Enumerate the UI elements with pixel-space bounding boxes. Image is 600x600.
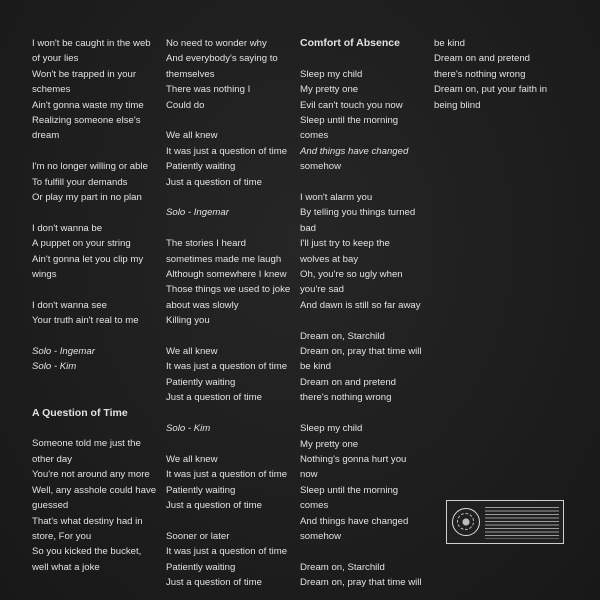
lyric-line: Nothing's gonna hurt you [300, 453, 407, 465]
lyric-line: themselves [166, 68, 215, 80]
lyric-line: Sleep my child [300, 68, 363, 80]
lyric-line: So you kicked the bucket, [32, 546, 142, 558]
song-title: Comfort of Absence [300, 37, 400, 49]
lyric-line: schemes [32, 84, 71, 96]
lyric-line: Sleep until the morning [300, 115, 399, 127]
solo-credit: Solo - Ingemar [166, 207, 229, 219]
lyric-line: be kind [300, 361, 331, 373]
lyric-line: wolves at bay [300, 253, 359, 265]
lyric-line: By telling you things turned [300, 207, 416, 219]
lyric-line: bad [300, 222, 317, 234]
lyric-line: Just a question of time [166, 392, 262, 404]
lyric-line: somehow [300, 161, 342, 173]
solo-credit: Solo - Ingemar [32, 346, 95, 358]
lyric-line: comes [300, 130, 329, 142]
lyric-line: I'm no longer willing or able [32, 161, 148, 173]
lyric-line: Dream on, pray that time will [300, 577, 422, 589]
lyric-line: Or play my part in no plan [32, 192, 142, 204]
lyric-line: Just a question of time [166, 577, 262, 589]
lyric-line: Sleep until the morning [300, 484, 399, 496]
lyric-line: I won't be caught in the web [32, 38, 151, 49]
lyrics-column-1 [32, 36, 158, 575]
fine-print [485, 507, 559, 539]
lyric-line: We all knew [166, 130, 218, 142]
lyric-line: And dawn is still so far away [300, 299, 421, 311]
lyric-line: Evil can't touch you now [300, 99, 403, 111]
lyric-line: It was just a question of time [166, 469, 288, 481]
lyrics-column-4 [434, 36, 574, 113]
lyric-line: That's what destiny had in [32, 515, 143, 527]
lyric-line: Just a question of time [166, 500, 262, 512]
lyric-line: And things have changed [300, 145, 409, 157]
lyric-line: wings [32, 269, 57, 281]
lyric-line: Dream on, pray that time will [300, 346, 422, 358]
lyric-line: A puppet on your string [32, 238, 131, 250]
lyric-line: store, For you [32, 530, 92, 542]
lyric-line: there's nothing wrong [434, 68, 526, 80]
lyric-line: We all knew [166, 453, 218, 465]
solo-credit: Solo - Kim [166, 423, 211, 435]
lyric-line: well what a joke [32, 561, 100, 573]
lyric-line: Dream on, Starchild [300, 330, 385, 342]
lyric-line: My pretty one [300, 84, 359, 96]
lyric-line: My pretty one [300, 438, 359, 450]
lyric-line: The stories I heard [166, 238, 246, 250]
lyric-line: dream [32, 130, 60, 142]
lyric-line: be kind [434, 38, 465, 49]
lyric-line: No need to wonder why [166, 38, 267, 49]
seal-icon [452, 508, 480, 536]
lyric-line: sometimes made me laugh [166, 253, 282, 265]
lyric-line: somehow [300, 530, 342, 542]
lyric-line: Won't be trapped in your [32, 68, 137, 80]
lyric-line: Your truth ain't real to me [32, 315, 139, 327]
lyric-line: Dream on, put your faith in [434, 84, 548, 96]
lyric-line: Killing you [166, 315, 210, 327]
lyric-line: I'll just try to keep the [300, 238, 390, 250]
lyric-line: Dream on, Starchild [300, 561, 385, 573]
lyric-line: Dream on and pretend [434, 53, 530, 65]
lyric-line: Although somewhere I knew [166, 269, 287, 281]
lyric-line: You're not around any more [32, 469, 150, 481]
lyric-line: Well, any asshole could have [32, 484, 157, 496]
lyric-line: Someone told me just the [32, 438, 141, 450]
lyric-line: Ain't gonna waste my time [32, 99, 144, 111]
lyric-line: guessed [32, 500, 69, 512]
lyric-line: Patiently waiting [166, 561, 236, 573]
lyric-line: you're sad [300, 284, 344, 296]
lyric-line: There was nothing I [166, 84, 251, 96]
lyric-line: I don't wanna see [32, 299, 107, 311]
lyric-line: of your lies [32, 53, 79, 65]
lyric-line: I don't wanna be [32, 222, 103, 234]
lyric-line: And everybody's saying to [166, 53, 278, 65]
lyric-line: Sooner or later [166, 530, 230, 542]
lyric-line: And things have changed [300, 515, 409, 527]
lyric-line: now [300, 469, 318, 481]
solo-credit: Solo - Kim [32, 361, 77, 373]
lyric-line: Dream on and pretend [300, 376, 396, 388]
lyric-line: I won't alarm you [300, 192, 373, 204]
lyric-line: It was just a question of time [166, 361, 288, 373]
lyric-line: It was just a question of time [166, 145, 288, 157]
lyric-line: comes [300, 500, 329, 512]
lyric-line: Patiently waiting [166, 376, 236, 388]
lyric-line: It was just a question of time [166, 546, 288, 558]
lyric-line: Ain't gonna let you clip my [32, 253, 144, 265]
lyrics-column-3 [300, 36, 428, 591]
lyric-line: about was slowly [166, 299, 239, 311]
lyric-line: other day [32, 453, 73, 465]
notice-badge [446, 500, 564, 544]
song-title: A Question of Time [32, 406, 128, 419]
lyric-line: Patiently waiting [166, 484, 236, 496]
lyrics-column-2 [166, 36, 298, 591]
lyric-line: Oh, you're so ugly when [300, 269, 403, 281]
lyric-line: Realizing someone else's [32, 115, 141, 127]
lyric-line: To fulfill your demands [32, 176, 128, 188]
lyric-line: Just a question of time [166, 176, 262, 188]
lyric-line: Those things we used to joke [166, 284, 291, 296]
lyric-line: Could do [166, 99, 205, 111]
lyric-line: We all knew [166, 346, 218, 358]
lyric-line: being blind [434, 99, 481, 111]
lyric-line: there's nothing wrong [300, 392, 392, 404]
lyric-line: Sleep my child [300, 423, 363, 435]
lyric-line: Patiently waiting [166, 161, 236, 173]
